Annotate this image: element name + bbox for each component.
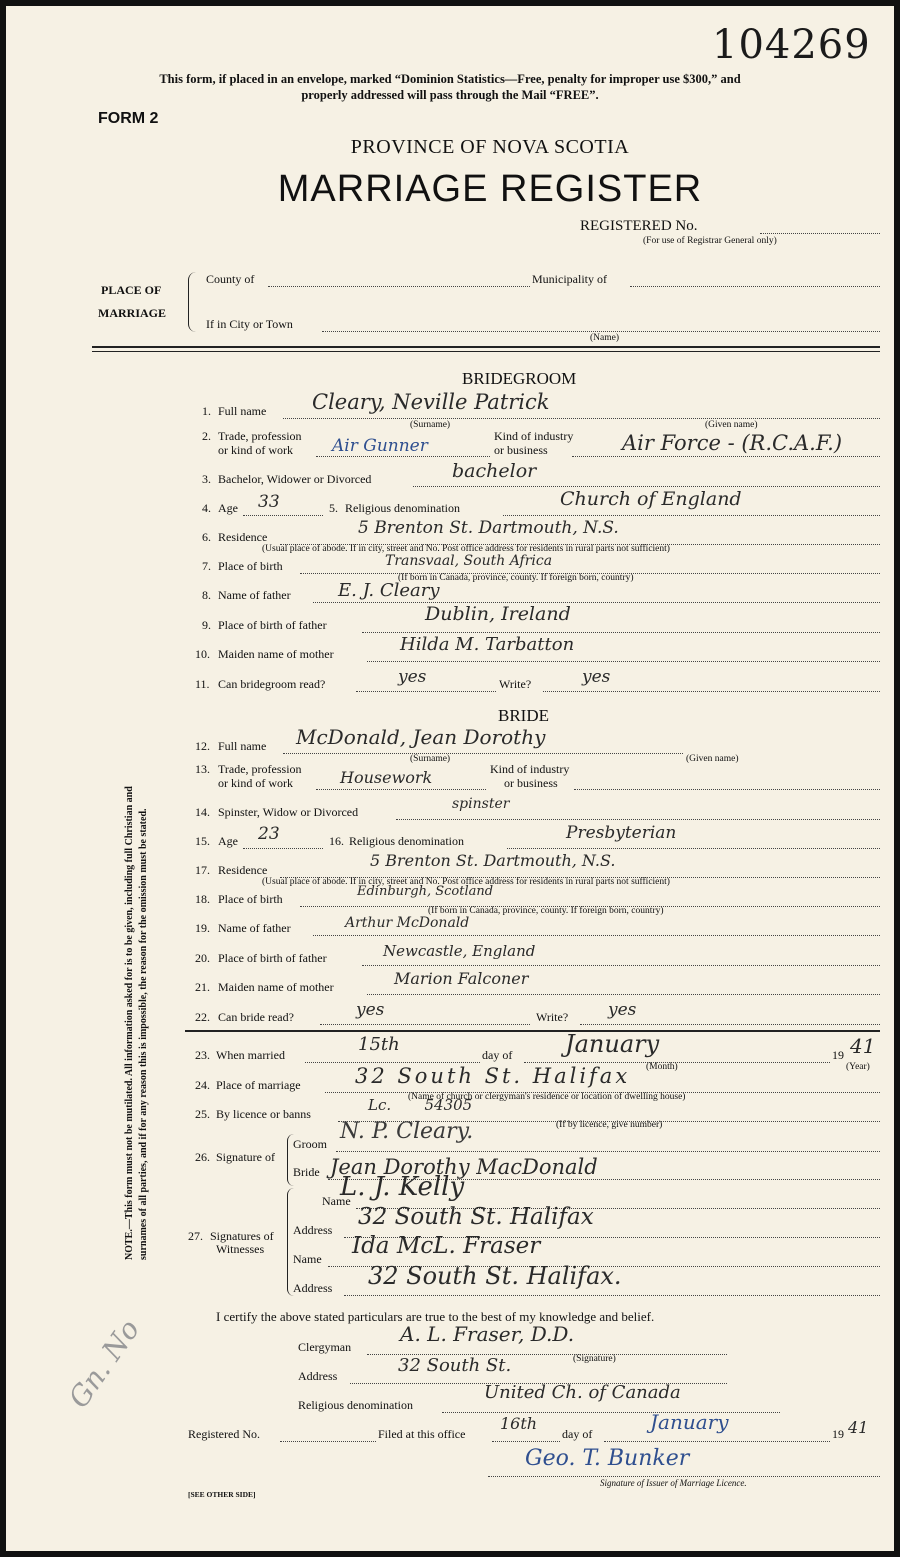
when-married-day-value: 15th	[358, 1034, 400, 1055]
witnesses-label: Signatures of	[210, 1229, 274, 1243]
surname-note: (Surname)	[410, 420, 451, 430]
signature-of-label: Signature of	[216, 1150, 275, 1164]
city-name-note: (Name)	[590, 333, 620, 343]
postal-notice-line2: properly addressed will pass through the Mail “FREE”.	[301, 88, 599, 102]
bride-read-label: Can bride read?	[218, 1010, 294, 1024]
bride-age-value: 23	[258, 824, 280, 844]
groom-father-birthplace-value: Dublin, Ireland	[425, 603, 571, 625]
witness1-name-signature: L. J. Kelly	[340, 1172, 465, 1202]
field-number: 26.	[195, 1150, 210, 1164]
field-number: 22.	[195, 1010, 210, 1024]
place-of-marriage-note: (Name of church or clergyman's residence or location of dwelling house)	[408, 1092, 686, 1102]
bride-father-birthplace-line	[362, 965, 880, 966]
groom-father-label: Name of father	[218, 588, 291, 602]
field-number: 10.	[195, 647, 210, 661]
licence-value: Lc. 54305	[368, 1096, 473, 1114]
bride-write-label: Write?	[536, 1010, 569, 1024]
when-married-month-value: January	[565, 1030, 660, 1058]
bride-father-line	[313, 935, 880, 936]
registered-no-bottom-line	[280, 1441, 376, 1442]
when-married-year-value: 41	[850, 1034, 876, 1058]
groom-full-name-label: Full name	[218, 404, 267, 418]
field-number: 24.	[195, 1078, 210, 1092]
bride-industry-line	[574, 789, 880, 790]
place-brace	[188, 272, 197, 332]
place-of-marriage-label1: PLACE OF	[101, 283, 162, 297]
groom-trade-label2: or kind of work	[218, 443, 293, 457]
bride-age-line	[243, 848, 323, 849]
bride-religion-value: Presbyterian	[566, 823, 677, 843]
field-number: 4.	[202, 501, 211, 515]
witness2-name-signature: Ida McL. Fraser	[352, 1233, 541, 1259]
filed-day-line	[492, 1441, 560, 1442]
page-title: MARRIAGE REGISTER	[277, 168, 703, 210]
groom-read-label: Can bridegroom read?	[218, 677, 326, 691]
bride-write-value: yes	[608, 1000, 637, 1020]
licence-note: (If by licence, give number)	[556, 1120, 663, 1130]
bridegroom-heading: BRIDEGROOM	[462, 369, 577, 388]
groom-read-line	[356, 691, 496, 692]
groom-age-value: 33	[258, 492, 280, 512]
filed-month-line	[604, 1441, 830, 1442]
groom-religion-value: Church of England	[560, 488, 742, 510]
clergyman-label: Clergyman	[298, 1340, 352, 1354]
field-number: 2.	[202, 429, 211, 443]
bride-mother-label: Maiden name of mother	[218, 980, 334, 994]
when-married-label: When married	[216, 1048, 285, 1062]
clergyman-signature: A. L. Fraser, D.D.	[400, 1322, 575, 1346]
groom-full-name-value: Cleary, Neville Patrick	[312, 390, 550, 414]
bride-trade-label2: or kind of work	[218, 776, 293, 790]
bride-religion-line	[507, 848, 880, 849]
municipality-line	[630, 286, 880, 287]
witness1-name-label: Name	[322, 1194, 351, 1208]
year-note: (Year)	[846, 1062, 870, 1072]
month-note: (Month)	[646, 1062, 678, 1072]
groom-industry-line	[572, 456, 880, 457]
bride-heading: BRIDE	[498, 706, 549, 725]
bride-trade-line	[316, 789, 486, 790]
groom-industry-value: Air Force - (R.C.A.F.)	[622, 431, 843, 455]
birthplace-note: (If born in Canada, province, county. If foreign born, country)	[428, 906, 664, 916]
field-number: 19.	[195, 921, 210, 935]
bride-father-value: Arthur McDonald	[345, 915, 470, 931]
groom-industry-label: Kind of industry	[494, 429, 574, 443]
filed-year-value: 41	[848, 1418, 869, 1437]
groom-birthplace-label: Place of birth	[218, 559, 283, 573]
groom-father-birthplace-label: Place of birth of father	[218, 618, 327, 632]
bride-full-name-label: Full name	[218, 739, 267, 753]
bride-mother-line	[367, 994, 880, 995]
field-number: 21.	[195, 980, 210, 994]
field-number: 3.	[202, 472, 211, 486]
filed-day-of-label: day of	[562, 1427, 593, 1441]
field-number: 8.	[202, 588, 211, 602]
see-other-side: [SEE OTHER SIDE]	[188, 1490, 256, 1499]
postal-notice-line1: This form, if placed in an envelope, marked “Dominion Statistics—Free, penalty for improper use $300,” and	[159, 72, 741, 86]
when-married-day-line	[305, 1062, 480, 1063]
field-number: 17.	[195, 863, 210, 877]
day-of-label: day of	[482, 1048, 513, 1062]
bride-write-line	[580, 1024, 880, 1025]
witness1-address-value: 32 South St. Halifax	[358, 1204, 594, 1230]
side-note-line2: surnames of all parties, and if for any reason this is impossible, the reason for the omission must be stated.	[138, 808, 149, 1260]
bride-father-birthplace-value: Newcastle, England	[383, 942, 536, 960]
clergyman-religion-value: United Ch. of Canada	[484, 1382, 681, 1403]
certification-statement: I certify the above stated particulars are true to the best of my knowledge and belief.	[216, 1309, 655, 1324]
groom-trade-value: Air Gunner	[332, 436, 428, 456]
field-number: 18.	[195, 892, 210, 906]
registered-no-label: REGISTERED No.	[580, 218, 698, 234]
bride-signature: Jean Dorothy MacDonald	[330, 1155, 598, 1179]
bride-religion-label: Religious denomination	[349, 834, 464, 848]
issuer-note: Signature of Issuer of Marriage Licence.	[600, 1478, 747, 1488]
bride-trade-value: Housework	[340, 768, 433, 787]
filed-day-value: 16th	[500, 1414, 538, 1433]
groom-full-name-line	[283, 418, 880, 419]
registered-no-bottom-label: Registered No.	[188, 1427, 260, 1441]
groom-residence-label: Residence	[218, 530, 268, 544]
clergyman-religion-label: Religious denomination	[298, 1398, 413, 1412]
place-of-marriage-label2: MARRIAGE	[98, 306, 166, 320]
groom-trade-line	[316, 456, 490, 457]
field-number: 25.	[195, 1107, 210, 1121]
groom-father-line	[313, 602, 880, 603]
groom-signature-label: Groom	[293, 1137, 327, 1151]
county-line	[268, 286, 530, 287]
groom-age-line	[243, 515, 323, 516]
bride-father-label: Name of father	[218, 921, 291, 935]
pencil-margin-mark: Gn. No	[62, 1313, 147, 1414]
groom-father-birthplace-line	[362, 632, 880, 633]
groom-residence-value: 5 Brenton St. Dartmouth, N.S.	[358, 518, 619, 538]
registration-number-handwritten: 104269	[712, 22, 871, 68]
groom-age-label: Age	[218, 501, 238, 515]
bride-signature-label: Bride	[293, 1165, 320, 1179]
bride-read-line	[320, 1024, 530, 1025]
bride-marital-value: spinster	[452, 796, 510, 812]
municipality-label: Municipality of	[532, 272, 607, 286]
groom-birthplace-value: Transvaal, South Africa	[385, 553, 553, 569]
groom-mother-label: Maiden name of mother	[218, 647, 334, 661]
issuer-line	[488, 1476, 880, 1477]
issuer-signature: Geo. T. Bunker	[525, 1446, 690, 1471]
field-number: 11.	[195, 677, 210, 691]
place-of-marriage-label: Place of marriage	[216, 1078, 301, 1092]
groom-father-value: E. J. Cleary	[338, 580, 440, 601]
residence-note: (Usual place of abode. If in city, street and No. Post office address for residents in rural parts not sufficient)	[262, 877, 670, 887]
clergyman-address-value: 32 South St.	[398, 1355, 512, 1376]
given-name-note: (Given name)	[686, 754, 739, 764]
groom-mother-value: Hilda M. Tarbatton	[400, 634, 575, 655]
field-number: 16.	[329, 834, 344, 848]
bride-industry-label2: or business	[504, 776, 558, 790]
place-of-marriage-value: 32 South St. Halifax	[355, 1064, 631, 1088]
divider	[92, 351, 880, 352]
clergyman-religion-line	[442, 1412, 780, 1413]
bride-birthplace-value: Edinburgh, Scotland	[357, 884, 494, 899]
registered-no-line	[760, 233, 880, 234]
field-number: 27.	[188, 1229, 203, 1243]
field-number: 23.	[195, 1048, 210, 1062]
witness2-address-label: Address	[293, 1281, 333, 1295]
witness2-address-line	[344, 1295, 880, 1296]
bride-birthplace-label: Place of birth	[218, 892, 283, 906]
groom-marital-label: Bachelor, Widower or Divorced	[218, 472, 372, 486]
groom-religion-label: Religious denomination	[345, 501, 460, 515]
field-number: 7.	[202, 559, 211, 573]
clergyman-address-label: Address	[298, 1369, 338, 1383]
witness2-name-label: Name	[293, 1252, 322, 1266]
signature-note: (Signature)	[573, 1354, 616, 1364]
groom-write-line	[543, 691, 880, 692]
witnesses-brace	[287, 1188, 294, 1296]
form-number: FORM 2	[98, 110, 159, 127]
bride-mother-value: Marion Falconer	[394, 969, 529, 988]
field-number: 6.	[202, 530, 211, 544]
bride-industry-label: Kind of industry	[490, 762, 570, 776]
year-prefix: 19	[832, 1048, 844, 1062]
field-number: 12.	[195, 739, 210, 753]
province-heading: PROVINCE OF NOVA SCOTIA	[350, 136, 630, 158]
groom-signature-line	[336, 1151, 880, 1152]
field-number: 15.	[195, 834, 210, 848]
field-number: 5.	[329, 501, 338, 515]
field-number: 14.	[195, 805, 210, 819]
bride-full-name-line	[283, 753, 683, 754]
filed-month-value: January	[650, 1410, 729, 1434]
bride-father-birthplace-label: Place of birth of father	[218, 951, 327, 965]
bride-trade-label: Trade, profession	[218, 762, 302, 776]
field-number: 1.	[202, 404, 211, 418]
surname-note: (Surname)	[410, 754, 451, 764]
birthplace-note: (If born in Canada, province, county. If foreign born, country)	[398, 573, 634, 583]
field-number: 20.	[195, 951, 210, 965]
groom-trade-label: Trade, profession	[218, 429, 302, 443]
bride-residence-value: 5 Brenton St. Dartmouth, N.S.	[370, 851, 616, 870]
filed-label: Filed at this office	[378, 1427, 466, 1441]
residence-note: (Usual place of abode. If in city, street and No. Post office address for residents in rural parts not sufficient)	[262, 544, 670, 554]
witness1-address-label: Address	[293, 1223, 333, 1237]
bride-age-label: Age	[218, 834, 238, 848]
side-note-line1: NOTE.—This form must not be mutilated. All information asked for is to be given, including full Christian and	[124, 786, 135, 1260]
witness2-address-value: 32 South St. Halifax.	[368, 1262, 622, 1290]
county-label: County of	[206, 272, 255, 286]
registrar-note: (For use of Registrar General only)	[643, 236, 777, 246]
divider	[92, 346, 880, 348]
witnesses-label2: Witnesses	[216, 1242, 265, 1256]
bride-marital-line	[396, 819, 880, 820]
licence-label: By licence or banns	[216, 1107, 311, 1121]
groom-mother-line	[367, 661, 880, 662]
bride-residence-label: Residence	[218, 863, 268, 877]
groom-marital-value: bachelor	[452, 460, 537, 482]
groom-read-value: yes	[398, 667, 427, 687]
groom-signature: N. P. Cleary.	[340, 1119, 474, 1144]
bride-full-name-value: McDonald, Jean Dorothy	[296, 725, 546, 749]
bride-read-value: yes	[356, 1000, 385, 1020]
groom-write-label: Write?	[499, 677, 532, 691]
field-number: 9.	[202, 618, 211, 632]
groom-write-value: yes	[582, 667, 611, 687]
filed-year-prefix: 19	[832, 1427, 844, 1441]
bride-marital-label: Spinster, Widow or Divorced	[218, 805, 359, 819]
city-line	[322, 331, 880, 332]
groom-industry-label2: or business	[494, 443, 548, 457]
field-number: 13.	[195, 762, 210, 776]
city-label: If in City or Town	[206, 317, 293, 331]
groom-marital-line	[413, 486, 880, 487]
given-name-note: (Given name)	[705, 420, 758, 430]
divider	[185, 1030, 880, 1032]
groom-religion-line	[503, 515, 880, 516]
